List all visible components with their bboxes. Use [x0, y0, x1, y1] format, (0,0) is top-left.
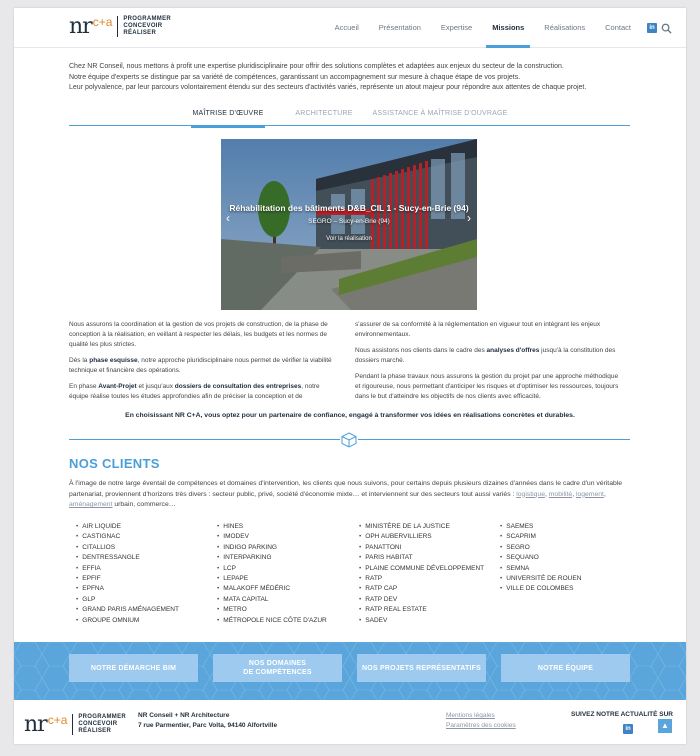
slide-link[interactable]: Voir la réalisation — [326, 236, 372, 242]
client-item: • DENTRESSANGLE — [76, 553, 216, 563]
client-item: • MINISTÈRE DE LA JUSTICE — [359, 522, 499, 532]
nav-expertise[interactable]: Expertise — [440, 23, 473, 32]
paragraph: s'assurer de sa conformité à la réglementation en vigueur tout en intégrant les enjeux environnementaux. — [355, 321, 601, 338]
paragraph — [69, 356, 339, 376]
client-item: • RATP — [359, 574, 499, 584]
arrow-up-icon[interactable]: ▲ — [658, 719, 672, 733]
site-footer — [14, 700, 686, 744]
logo-tag-line: PROGRAMMER — [78, 714, 127, 720]
text: et jusqu'aux — [136, 383, 175, 390]
client-item: • HINES — [217, 522, 357, 532]
intro-text — [69, 62, 649, 94]
client-item: • LEPAPE — [217, 574, 357, 584]
tab-maitrise-oeuvre[interactable]: MAÎTRISE D'ŒUVRE — [191, 110, 265, 126]
nav-contact[interactable]: Contact — [605, 23, 631, 32]
client-item: • SEGRO — [500, 543, 640, 553]
logo-nr: nr — [24, 712, 47, 737]
missions-right-column — [355, 320, 625, 408]
cta-band — [14, 642, 686, 700]
cube-icon — [340, 431, 358, 449]
slide-caption — [221, 203, 477, 242]
clients-list — [217, 522, 357, 626]
intro-line: Leur polyvalence, par leur parcours volontairement étendu sur des secteurs d'activités variés, représente un atout majeur pour répondre aux attentes de chaque projet. — [69, 84, 587, 91]
nav-presentation[interactable]: Présentation — [378, 23, 421, 32]
text: En phase — [69, 383, 99, 390]
client-item: • MATA CAPITAL — [217, 595, 357, 605]
slide-title: Réhabilitation des bâtiments D&B_CIL 1 - Sucy-en-Brie (94) — [229, 203, 469, 213]
logo-tag-line: PROGRAMMER — [123, 16, 172, 22]
missions-tabs — [69, 110, 630, 126]
client-item: • SCAPRIM — [500, 532, 640, 542]
intro-line: Notre équipe d'experts se distingue par sa variété de compétences, garantissant un accompagnement sur mesure à chaque étape de vos projets. — [69, 73, 521, 81]
client-item: • GROUPE OMNIUM — [76, 616, 216, 626]
button-domaines-competences[interactable] — [213, 654, 342, 682]
clients-list — [500, 522, 640, 595]
tab-assistance-maitrise-ouvrage[interactable]: ASSISTANCE À MAÎTRISE D'OUVRAGE — [372, 110, 508, 117]
text: , notre équipe réalise toutes les études approfondies afin de préciser la conception et de — [69, 383, 320, 400]
clients-title: NOS CLIENTS — [69, 456, 160, 471]
bold-text: phase esquisse — [89, 357, 138, 364]
site-logo[interactable] — [69, 16, 171, 38]
button-label: NOS PROJETS REPRÉSENTATIFS — [362, 664, 481, 672]
paragraph — [69, 382, 339, 402]
tab-architecture[interactable]: ARCHITECTURE — [295, 110, 353, 117]
client-item: • CASTIGNAC — [76, 532, 216, 542]
nav-missions[interactable]: Missions — [482, 8, 534, 48]
main-nav — [325, 8, 686, 48]
button-label: DE COMPÉTENCES — [243, 669, 312, 676]
logo-tag-line: CONCEVOIR — [78, 721, 118, 727]
footer-company — [138, 711, 277, 731]
client-item: • INTERPARKING — [217, 553, 357, 563]
client-item: • SADEV — [359, 616, 499, 626]
site-header — [14, 8, 686, 48]
page — [14, 8, 686, 744]
nav-realisations[interactable]: Réalisations — [544, 23, 586, 32]
text: jusqu'à la constitution des dossiers marché. — [355, 347, 616, 364]
client-item: • INDIGO PARKING — [217, 543, 357, 553]
linkedin-icon[interactable]: in — [647, 23, 657, 33]
paragraph — [355, 346, 625, 366]
client-item: • MALAKOFF MÉDÉRIC — [217, 584, 357, 594]
client-item: • PLAINE COMMUNE DÉVELOPPEMENT — [359, 564, 499, 574]
follow-label: SUIVEZ NOTRE ACTUALITÉ SUR — [571, 711, 673, 718]
bold-text: Avant-Projet — [98, 383, 137, 390]
client-item: • RATP CAP — [359, 584, 499, 594]
client-item: • UNIVERSITÉ DE ROUEN — [500, 574, 640, 584]
text: urbain, commerce… — [112, 501, 176, 508]
intro-line: Chez NR Conseil, nous mettons à profit une expertise pluridisciplinaire pour offrir des solutions complètes et adaptées aux enjeux du secteur de la construction. — [69, 63, 564, 70]
link-logistique[interactable]: logistique — [516, 490, 545, 498]
company-address: 7 rue Parmentier, Parc Volta, 94140 Alfortville — [138, 722, 278, 729]
clients-list — [76, 522, 216, 626]
link-amenagement[interactable]: aménagement — [69, 501, 113, 508]
bold-text: dossiers de consultation des entreprises — [174, 383, 302, 390]
client-item: • PANATTONI — [359, 543, 499, 553]
linkedin-icon[interactable]: in — [623, 724, 633, 734]
client-item: • CITALLIOS — [76, 543, 216, 553]
button-projets-representatifs[interactable] — [357, 654, 486, 682]
link-mentions-legales[interactable]: Mentions légales — [446, 712, 495, 719]
client-item: • LCP — [217, 564, 357, 574]
text: Dès la — [69, 357, 90, 364]
text: , notre approche pluridisciplinaire nous permet de vérifier la viabilité technique et financière des opérations. — [69, 357, 332, 374]
nav-accueil[interactable]: Accueil — [334, 23, 359, 32]
button-demarche-bim[interactable] — [69, 654, 198, 682]
logo-nr: nr — [69, 14, 92, 39]
client-item: • RATP DEV — [359, 595, 499, 605]
project-slider[interactable] — [221, 139, 477, 310]
client-item: • VILLE DE COLOMBES — [500, 584, 640, 594]
missions-left-column — [69, 320, 339, 408]
client-item: • OPH AUBERVILLIERS — [359, 532, 499, 542]
client-item: • SAEMES — [500, 522, 640, 532]
logo-tagline — [72, 714, 126, 735]
footer-links — [446, 711, 516, 731]
client-item: • AIR LIQUIDE — [76, 522, 216, 532]
button-label: NOTRE ÉQUIPE — [537, 664, 594, 672]
client-item: • EPFNA — [76, 584, 216, 594]
client-item: • METRO — [217, 605, 357, 615]
clients-intro: À l'image de notre large éventail de compétences et domaines d'intervention, les clients que nous suivons, pour certains depuis plusieurs dizaines d'années dans le cadre d'un véritable partenariat, proviennent d'horizons très divers : secteur public, privé, société d'économie mixte… et interviennent sur des secteurs tout aussi variés : logistique, mobilité, logement, aménagement urbain, commerce… — [69, 480, 623, 508]
client-item: • PARIS HABITAT — [359, 553, 499, 563]
client-item: • GRAND PARIS AMÉNAGEMENT — [76, 605, 216, 615]
button-equipe[interactable] — [501, 654, 630, 682]
logo-tag-line: RÉALISER — [78, 728, 112, 734]
link-mobilite[interactable]: mobilité — [548, 490, 573, 498]
search-icon[interactable] — [661, 23, 672, 34]
button-label: NOS DOMAINES — [248, 660, 307, 667]
logo-ca: c+a — [47, 713, 68, 727]
slide-subtitle: SEGRO – Sucy-en-Brie (94) — [308, 218, 390, 225]
footer-logo[interactable] — [24, 714, 126, 736]
bold-text: analyses d'offres — [486, 347, 540, 354]
paragraph: Nous assurons la coordination et la gestion de vos projets de construction, de la phase de conception à la réalisation, en veillant à respecter les délais, les budgets et les normes de qualité les plus strictes. — [69, 321, 328, 348]
client-item: • IMODEV — [217, 532, 357, 542]
chevron-right-icon[interactable]: › — [467, 211, 471, 225]
client-item: • SEQUANO — [500, 553, 640, 563]
chevron-left-icon[interactable]: ‹ — [226, 211, 230, 225]
client-item: • EPFIF — [76, 574, 216, 584]
tagline: En choisissant NR C+A, vous optez pour un partenaire de confiance, engagé à transformer vos idées en réalisations concrètes et durables. — [125, 412, 575, 419]
link-parametres-cookies[interactable]: Paramètres des cookies — [446, 722, 516, 729]
link-logement[interactable]: logement — [575, 490, 604, 498]
client-item: • RATP REAL ESTATE — [359, 605, 499, 615]
logo-tag-line: RÉALISER — [123, 30, 157, 36]
logo-ca: c+a — [92, 15, 113, 29]
clients-list — [359, 522, 499, 626]
text: Nous assistons nos clients dans le cadre des — [355, 347, 487, 354]
client-item: • MÉTROPOLE NICE CÔTE D'AZUR — [217, 616, 357, 626]
paragraph: Pendant la phase travaux nous assurons la gestion du projet par une approche méthodique et rigoureuse, nous permettant d'anticiper les risques et d'optimiser les ressources, toujours dans le but d'atteindre les objectifs de nos clients avec efficacité. — [355, 373, 619, 400]
client-item: • EFFIA — [76, 564, 216, 574]
logo-tag-line: CONCEVOIR — [123, 23, 163, 29]
client-item: • SEMNA — [500, 564, 640, 574]
text: À l'image de notre large éventail de compétences et domaines d'intervention, les clients que nous suivons, pour certains depuis plusieurs dizaines d'années dans le cadre d'un véritable partenariat, proviennent d'horizons très divers : secteur public, privé, société d'économie mixte… et interviennent sur des secteurs tout aussi variés : — [69, 480, 623, 498]
button-label: NOTRE DÉMARCHE BIM — [90, 664, 177, 672]
logo-tagline — [117, 16, 171, 37]
company-name: NR Conseil + NR Architecture — [138, 712, 230, 719]
client-item: • GLP — [76, 595, 216, 605]
